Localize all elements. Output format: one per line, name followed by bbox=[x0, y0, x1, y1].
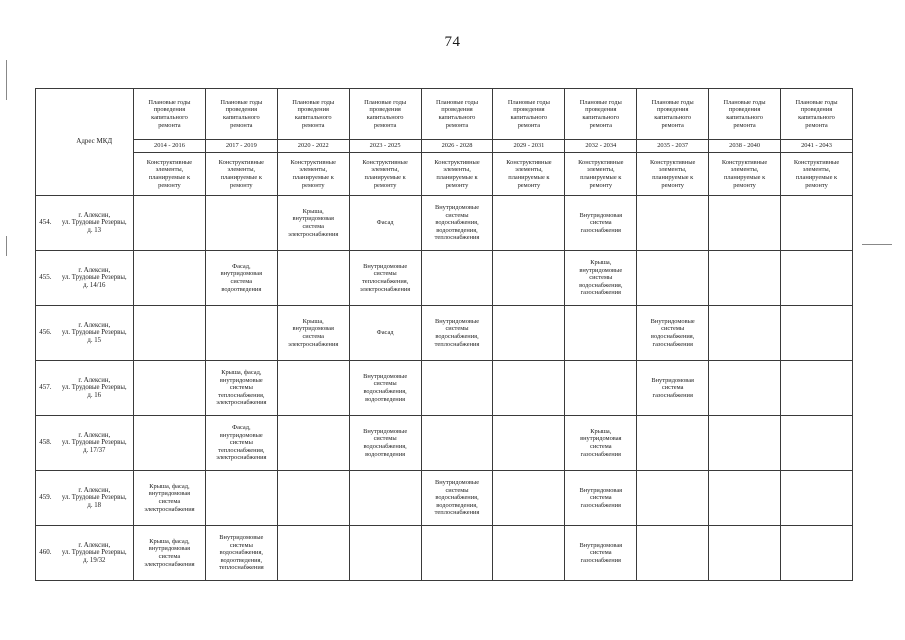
repair-elements-cell bbox=[781, 471, 853, 526]
scan-mark-left bbox=[6, 60, 7, 100]
period-elements-header: Конструктивные элементы, планируемые к ремонту bbox=[781, 153, 853, 196]
repair-elements-cell bbox=[781, 361, 853, 416]
repair-elements-cell: Крыша, фасад, внутридомовые системы теплоснабжения, электроснабжения bbox=[205, 361, 277, 416]
header-row-years bbox=[36, 140, 853, 153]
period-years-header: 2026 - 2028 bbox=[421, 140, 493, 153]
repair-elements-cell bbox=[709, 526, 781, 581]
repair-elements-cell: Крыша, внутридомовая система электроснабжения bbox=[277, 196, 349, 251]
repair-elements-cell bbox=[565, 361, 637, 416]
repair-elements-cell bbox=[493, 361, 565, 416]
repair-elements-cell bbox=[421, 416, 493, 471]
table-row bbox=[36, 306, 853, 361]
repair-elements-cell: Фасад bbox=[349, 306, 421, 361]
period-title-header: Плановые годы проведения капитального ремонта bbox=[637, 89, 709, 140]
repair-elements-cell bbox=[277, 361, 349, 416]
repair-elements-cell bbox=[781, 306, 853, 361]
repair-elements-cell bbox=[709, 306, 781, 361]
period-years-header: 2041 - 2043 bbox=[781, 140, 853, 153]
period-elements-header: Конструктивные элементы, планируемые к ремонту bbox=[565, 153, 637, 196]
repair-elements-cell bbox=[205, 471, 277, 526]
repair-elements-cell: Внутридомовая система газоснабжения bbox=[637, 361, 709, 416]
repair-elements-cell bbox=[781, 416, 853, 471]
repair-elements-cell bbox=[134, 251, 206, 306]
period-elements-header: Конструктивные элементы, планируемые к ремонту bbox=[349, 153, 421, 196]
repair-elements-cell bbox=[421, 361, 493, 416]
repair-elements-cell: Крыша, фасад, внутридомовая система электроснабжения bbox=[134, 526, 206, 581]
repair-elements-cell: Внутридомовые системы водоснабжения, водоотведения, теплоснабжения bbox=[205, 526, 277, 581]
row-number: 454. bbox=[36, 196, 56, 251]
repair-elements-cell bbox=[637, 196, 709, 251]
row-number: 458. bbox=[36, 416, 56, 471]
period-title-header: Плановые годы проведения капитального ремонта bbox=[493, 89, 565, 140]
repair-elements-cell bbox=[493, 196, 565, 251]
period-years-header: 2032 - 2034 bbox=[565, 140, 637, 153]
capital-repair-table bbox=[35, 88, 853, 581]
period-elements-header: Конструктивные элементы, планируемые к ремонту bbox=[277, 153, 349, 196]
repair-elements-cell bbox=[709, 416, 781, 471]
row-address: г. Алексин, ул. Трудовые Резервы, д. 19/32 bbox=[56, 526, 134, 581]
repair-elements-cell bbox=[781, 196, 853, 251]
repair-elements-cell bbox=[709, 471, 781, 526]
repair-elements-cell: Крыша, фасад, внутридомовая система электроснабжения bbox=[134, 471, 206, 526]
repair-elements-cell bbox=[349, 471, 421, 526]
repair-elements-cell: Крыша, внутридомовые системы водоснабжения, газоснабжения bbox=[565, 251, 637, 306]
period-title-header: Плановые годы проведения капитального ремонта bbox=[205, 89, 277, 140]
repair-elements-cell bbox=[637, 416, 709, 471]
row-number: 456. bbox=[36, 306, 56, 361]
repair-elements-cell bbox=[277, 416, 349, 471]
repair-elements-cell bbox=[134, 416, 206, 471]
period-elements-header: Конструктивные элементы, планируемые к ремонту bbox=[709, 153, 781, 196]
period-years-header: 2029 - 2031 bbox=[493, 140, 565, 153]
period-title-header: Плановые годы проведения капитального ремонта bbox=[421, 89, 493, 140]
repair-elements-cell: Внутридомовые системы водоснабжения, водоотведения, теплоснабжения bbox=[421, 471, 493, 526]
repair-elements-cell bbox=[637, 526, 709, 581]
row-number: 460. bbox=[36, 526, 56, 581]
repair-elements-cell: Внутридомовые системы теплоснабжения, электроснабжения bbox=[349, 251, 421, 306]
period-elements-header: Конструктивные элементы, планируемые к ремонту bbox=[134, 153, 206, 196]
repair-elements-cell bbox=[493, 471, 565, 526]
period-title-header: Плановые годы проведения капитального ремонта bbox=[134, 89, 206, 140]
repair-elements-cell bbox=[493, 306, 565, 361]
repair-elements-cell bbox=[781, 526, 853, 581]
page-number: 74 bbox=[444, 34, 461, 50]
row-address: г. Алексин, ул. Трудовые Резервы, д. 15 bbox=[56, 306, 134, 361]
row-number: 457. bbox=[36, 361, 56, 416]
period-elements-header: Конструктивные элементы, планируемые к ремонту bbox=[421, 153, 493, 196]
repair-elements-cell: Крыша, внутридомовая система газоснабжения bbox=[565, 416, 637, 471]
repair-elements-cell bbox=[277, 471, 349, 526]
repair-elements-cell: Внутридомовые системы водоснабжения, водоотведения, теплоснабжения bbox=[421, 196, 493, 251]
table-row bbox=[36, 471, 853, 526]
period-elements-header: Конструктивные элементы, планируемые к ремонту bbox=[493, 153, 565, 196]
table-body bbox=[36, 196, 853, 581]
repair-elements-cell bbox=[637, 251, 709, 306]
repair-elements-cell bbox=[134, 361, 206, 416]
row-address: г. Алексин, ул. Трудовые Резервы, д. 14/16 bbox=[56, 251, 134, 306]
repair-elements-cell: Внутридомовые системы водоснабжения, водоотведения bbox=[349, 416, 421, 471]
period-years-header: 2017 - 2019 bbox=[205, 140, 277, 153]
repair-elements-cell bbox=[277, 526, 349, 581]
repair-elements-cell: Внутридомовые системы водоснабжения, водоотведения bbox=[349, 361, 421, 416]
repair-elements-cell bbox=[709, 251, 781, 306]
repair-elements-cell bbox=[421, 251, 493, 306]
table-row bbox=[36, 196, 853, 251]
table-row bbox=[36, 251, 853, 306]
period-elements-header: Конструктивные элементы, планируемые к ремонту bbox=[637, 153, 709, 196]
table-row bbox=[36, 526, 853, 581]
repair-elements-cell: Крыша, внутридомовая система электроснабжения bbox=[277, 306, 349, 361]
repair-elements-cell bbox=[134, 306, 206, 361]
repair-elements-cell: Фасад, внутридомовая система водоотведения bbox=[205, 251, 277, 306]
row-address: г. Алексин, ул. Трудовые Резервы, д. 16 bbox=[56, 361, 134, 416]
repair-elements-cell bbox=[277, 251, 349, 306]
period-elements-header: Конструктивные элементы, планируемые к ремонту bbox=[205, 153, 277, 196]
repair-elements-cell bbox=[205, 196, 277, 251]
row-address: г. Алексин, ул. Трудовые Резервы, д. 17/37 bbox=[56, 416, 134, 471]
repair-elements-cell: Фасад bbox=[349, 196, 421, 251]
period-title-header: Плановые годы проведения капитального ремонта bbox=[709, 89, 781, 140]
repair-elements-cell: Внутридомовые системы водоснабжения, теплоснабжения bbox=[421, 306, 493, 361]
row-number: 455. bbox=[36, 251, 56, 306]
period-years-header: 2020 - 2022 bbox=[277, 140, 349, 153]
header-row-elements bbox=[36, 153, 853, 196]
row-address: г. Алексин, ул. Трудовые Резервы, д. 18 bbox=[56, 471, 134, 526]
period-years-header: 2023 - 2025 bbox=[349, 140, 421, 153]
repair-elements-cell: Внутридомовые системы водоснабжения, газоснабжения bbox=[637, 306, 709, 361]
table-row bbox=[36, 361, 853, 416]
row-address: г. Алексин, ул. Трудовые Резервы, д. 13 bbox=[56, 196, 134, 251]
repair-elements-cell bbox=[781, 251, 853, 306]
period-years-header: 2035 - 2037 bbox=[637, 140, 709, 153]
table-row bbox=[36, 416, 853, 471]
scan-mark-left-lower bbox=[6, 236, 7, 256]
repair-elements-cell: Фасад, внутридомовые системы теплоснабжения, электроснабжения bbox=[205, 416, 277, 471]
period-title-header: Плановые годы проведения капитального ремонта bbox=[277, 89, 349, 140]
repair-elements-cell bbox=[493, 251, 565, 306]
repair-elements-cell bbox=[709, 196, 781, 251]
repair-elements-cell bbox=[565, 306, 637, 361]
repair-elements-cell bbox=[134, 196, 206, 251]
repair-elements-cell bbox=[493, 416, 565, 471]
header-row-titles bbox=[36, 89, 853, 140]
repair-elements-cell: Внутридомовая система газоснабжения bbox=[565, 196, 637, 251]
repair-elements-cell bbox=[349, 526, 421, 581]
row-number: 459. bbox=[36, 471, 56, 526]
period-title-header: Плановые годы проведения капитального ремонта bbox=[781, 89, 853, 140]
repair-elements-cell bbox=[493, 526, 565, 581]
repair-elements-cell bbox=[709, 361, 781, 416]
repair-elements-cell bbox=[637, 471, 709, 526]
address-header: Адрес МКД bbox=[56, 89, 134, 196]
repair-elements-cell: Внутридомовая система газоснабжения bbox=[565, 471, 637, 526]
scan-mark-right bbox=[862, 244, 892, 245]
repair-elements-cell: Внутридомовая система газоснабжения bbox=[565, 526, 637, 581]
period-title-header: Плановые годы проведения капитального ремонта bbox=[349, 89, 421, 140]
repair-elements-cell bbox=[205, 306, 277, 361]
period-title-header: Плановые годы проведения капитального ремонта bbox=[565, 89, 637, 140]
period-years-header: 2014 - 2016 bbox=[134, 140, 206, 153]
period-years-header: 2038 - 2040 bbox=[709, 140, 781, 153]
num-header bbox=[36, 89, 56, 196]
repair-elements-cell bbox=[421, 526, 493, 581]
